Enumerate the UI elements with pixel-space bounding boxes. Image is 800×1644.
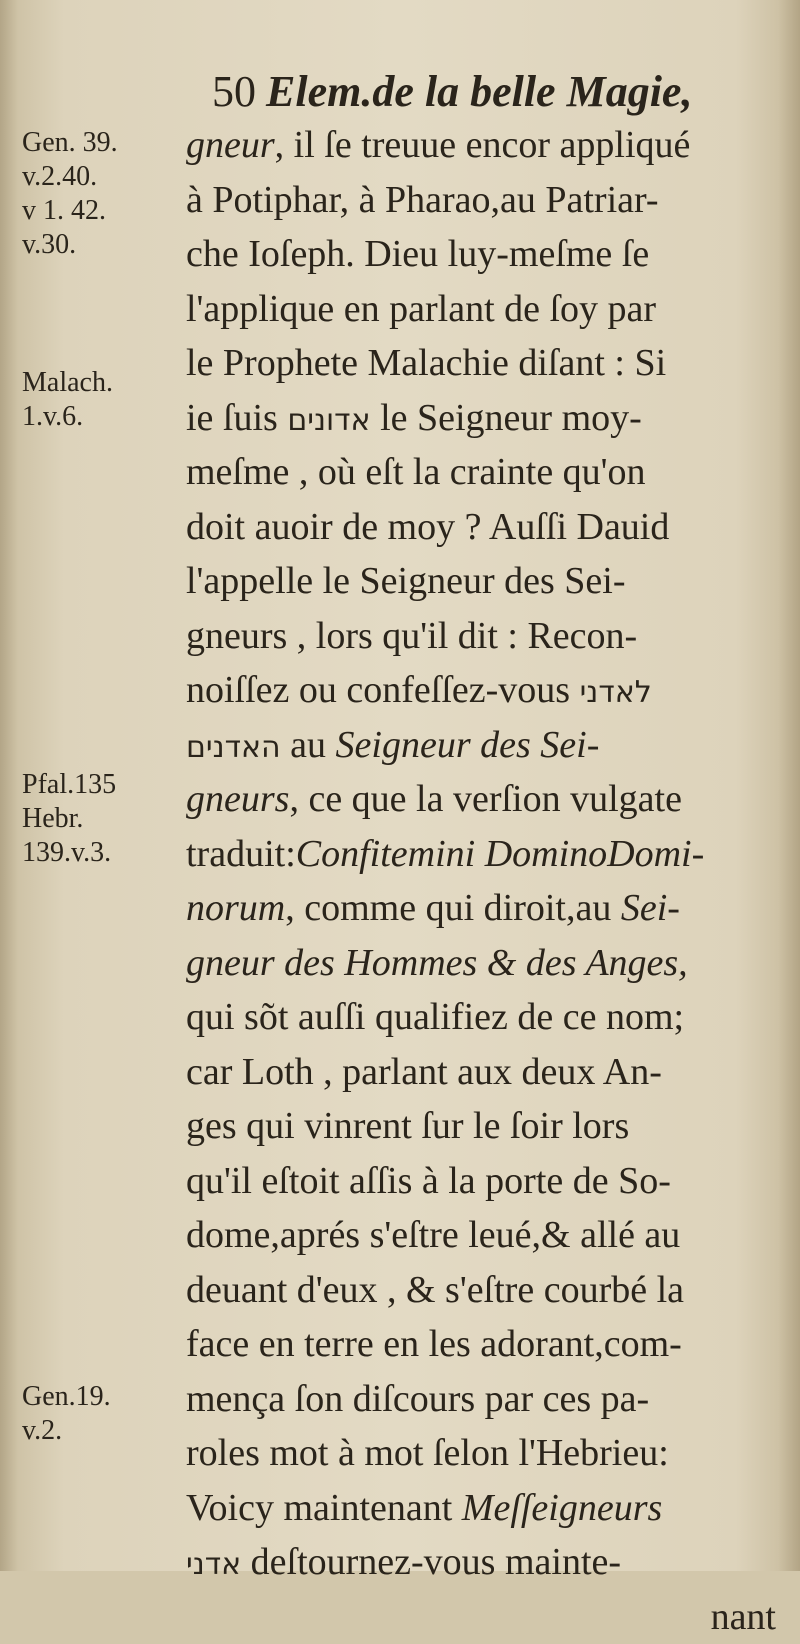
margin-note-line: Pfal.135 bbox=[22, 768, 192, 802]
text-line-content bbox=[186, 1481, 662, 1536]
text-line bbox=[186, 554, 776, 609]
margin-note-genesis-19 bbox=[22, 1380, 192, 1448]
text-segment: l'applique en parlant de ſoy par bbox=[186, 288, 656, 330]
text-line bbox=[186, 936, 776, 991]
text-segment: , ce que la verſion vulgate bbox=[289, 778, 682, 820]
running-title: Elem.de la belle Magie, bbox=[266, 67, 692, 116]
text-line-content bbox=[186, 1099, 629, 1154]
text-line-content bbox=[186, 936, 688, 991]
text-line bbox=[186, 772, 776, 827]
page-shadow-right bbox=[778, 0, 800, 1571]
margin-note-line: 139.v.3. bbox=[22, 836, 192, 870]
text-line-content bbox=[186, 282, 656, 337]
text-line-content bbox=[186, 1208, 680, 1263]
text-line bbox=[186, 173, 776, 228]
hebrew-word: אדונים bbox=[287, 403, 370, 438]
text-line bbox=[186, 282, 776, 337]
text-line-content bbox=[186, 1263, 684, 1318]
text-line bbox=[186, 1590, 776, 1644]
text-line-content bbox=[186, 1372, 649, 1427]
text-line-content bbox=[186, 827, 704, 882]
italic-text: Confitemini DominoDomi- bbox=[296, 833, 704, 875]
text-line bbox=[186, 1317, 776, 1372]
text-segment: traduit: bbox=[186, 833, 296, 875]
text-segment: roles mot à mot ſelon l'Hebrieu: bbox=[186, 1432, 669, 1474]
text-line bbox=[186, 1535, 776, 1590]
margin-note-line: v.2. bbox=[22, 1414, 192, 1448]
text-segment: au bbox=[281, 724, 336, 766]
margin-note-line: Gen. 39. bbox=[22, 126, 192, 160]
text-line-content bbox=[186, 1535, 621, 1593]
text-line-content bbox=[186, 336, 666, 391]
margin-note-line: Malach. bbox=[22, 366, 192, 400]
text-segment: ges qui vinrent ſur le ſoir lors bbox=[186, 1105, 629, 1147]
text-segment: car Loth , parlant aux deux An- bbox=[186, 1051, 662, 1093]
text-segment: le Prophete Malachie diſant : Si bbox=[186, 342, 666, 384]
text-line bbox=[186, 445, 776, 500]
text-segment: face en terre en les adorant,com- bbox=[186, 1323, 682, 1365]
page-number: 50 bbox=[212, 67, 256, 116]
text-segment: , il ſe treuue encor appliqué bbox=[275, 124, 691, 166]
margin-note-line: v.30. bbox=[22, 228, 192, 262]
text-line bbox=[186, 1426, 776, 1481]
text-line-content bbox=[186, 445, 646, 500]
text-segment: deuant d'eux , & s'eſtre courbé la bbox=[186, 1269, 684, 1311]
text-segment: l'appelle le Seigneur des Sei- bbox=[186, 560, 626, 602]
text-line-content bbox=[186, 1154, 671, 1209]
text-line bbox=[186, 718, 776, 773]
text-segment: le Seigneur moy- bbox=[371, 397, 642, 439]
text-segment: mença ſon diſcours par ces pa- bbox=[186, 1378, 649, 1420]
text-line-content bbox=[186, 881, 680, 936]
text-line-content bbox=[186, 227, 649, 282]
italic-text: gneur bbox=[186, 124, 275, 166]
margin-note-line: Hebr. bbox=[22, 802, 192, 836]
text-segment: qu'il eſtoit aſſis à la porte de So- bbox=[186, 1160, 671, 1202]
text-line-content bbox=[186, 391, 642, 449]
main-text-block bbox=[186, 118, 776, 1644]
text-segment: doit auoir de moy ? Auſſi Dauid bbox=[186, 506, 669, 548]
text-segment: nant bbox=[711, 1596, 776, 1638]
text-line bbox=[186, 663, 776, 718]
text-line-content bbox=[186, 500, 669, 555]
text-line-content bbox=[186, 118, 690, 173]
text-segment: Voicy maintenant bbox=[186, 1487, 462, 1529]
text-line-content bbox=[186, 173, 659, 228]
margin-note-genesis-39 bbox=[22, 126, 192, 262]
text-line bbox=[186, 1045, 776, 1100]
text-line-content bbox=[186, 609, 637, 664]
text-line-content bbox=[711, 1590, 776, 1644]
text-line bbox=[186, 1263, 776, 1318]
margin-note-malachi-1 bbox=[22, 366, 192, 434]
text-segment: qui sõt auſſi qualifiez de ce nom; bbox=[186, 996, 684, 1038]
hebrew-word: האדנים bbox=[186, 730, 281, 765]
text-line-content bbox=[186, 772, 682, 827]
text-line bbox=[186, 118, 776, 173]
italic-text: norum bbox=[186, 887, 285, 929]
margin-note-line: v 1. 42. bbox=[22, 194, 192, 228]
text-line-content bbox=[186, 990, 684, 1045]
text-line-content bbox=[186, 1317, 682, 1372]
italic-text: Seigneur des Sei- bbox=[336, 724, 600, 766]
text-line-content bbox=[186, 1045, 662, 1100]
hebrew-word: לאדני bbox=[580, 675, 652, 710]
italic-text: Sei- bbox=[621, 887, 680, 929]
margin-note-line: 1.v.6. bbox=[22, 400, 192, 434]
italic-text: gneur des Hommes & des Anges, bbox=[186, 942, 688, 984]
italic-text: gneurs bbox=[186, 778, 289, 820]
text-line-content bbox=[186, 554, 626, 609]
text-line-content bbox=[186, 718, 599, 776]
text-line bbox=[186, 990, 776, 1045]
page-shadow-left bbox=[0, 0, 18, 1571]
text-line bbox=[186, 1154, 776, 1209]
text-segment: che Ioſeph. Dieu luy-meſme ſe bbox=[186, 233, 649, 275]
text-segment: dome,aprés s'eſtre leué,& allé au bbox=[186, 1214, 680, 1256]
italic-text: Meſſeigneurs bbox=[462, 1487, 663, 1529]
text-line bbox=[186, 500, 776, 555]
text-segment: , comme qui diroit,au bbox=[285, 887, 621, 929]
text-line bbox=[186, 336, 776, 391]
text-segment: à Potiphar, à Pharao,au Patriar- bbox=[186, 179, 659, 221]
text-line bbox=[186, 827, 776, 882]
text-line bbox=[186, 391, 776, 446]
running-header bbox=[212, 62, 772, 122]
text-line bbox=[186, 1208, 776, 1263]
text-line bbox=[186, 227, 776, 282]
text-line-content bbox=[186, 663, 652, 721]
text-line bbox=[186, 881, 776, 936]
text-line bbox=[186, 1372, 776, 1427]
text-line-content bbox=[186, 1426, 669, 1481]
text-line bbox=[186, 1099, 776, 1154]
margin-note-psalm-135 bbox=[22, 768, 192, 870]
margin-note-line: Gen.19. bbox=[22, 1380, 192, 1414]
text-segment: noiſſez ou confeſſez-vous bbox=[186, 669, 580, 711]
margin-note-line: v.2.40. bbox=[22, 160, 192, 194]
text-segment: ie ſuis bbox=[186, 397, 287, 439]
text-line bbox=[186, 1481, 776, 1536]
hebrew-word: אדני bbox=[186, 1547, 241, 1582]
text-segment: deſtournez-vous mainte- bbox=[241, 1541, 621, 1583]
text-segment: gneurs , lors qu'il dit : Recon- bbox=[186, 615, 637, 657]
text-segment: meſme , où eſt la crainte qu'on bbox=[186, 451, 646, 493]
text-line bbox=[186, 609, 776, 664]
